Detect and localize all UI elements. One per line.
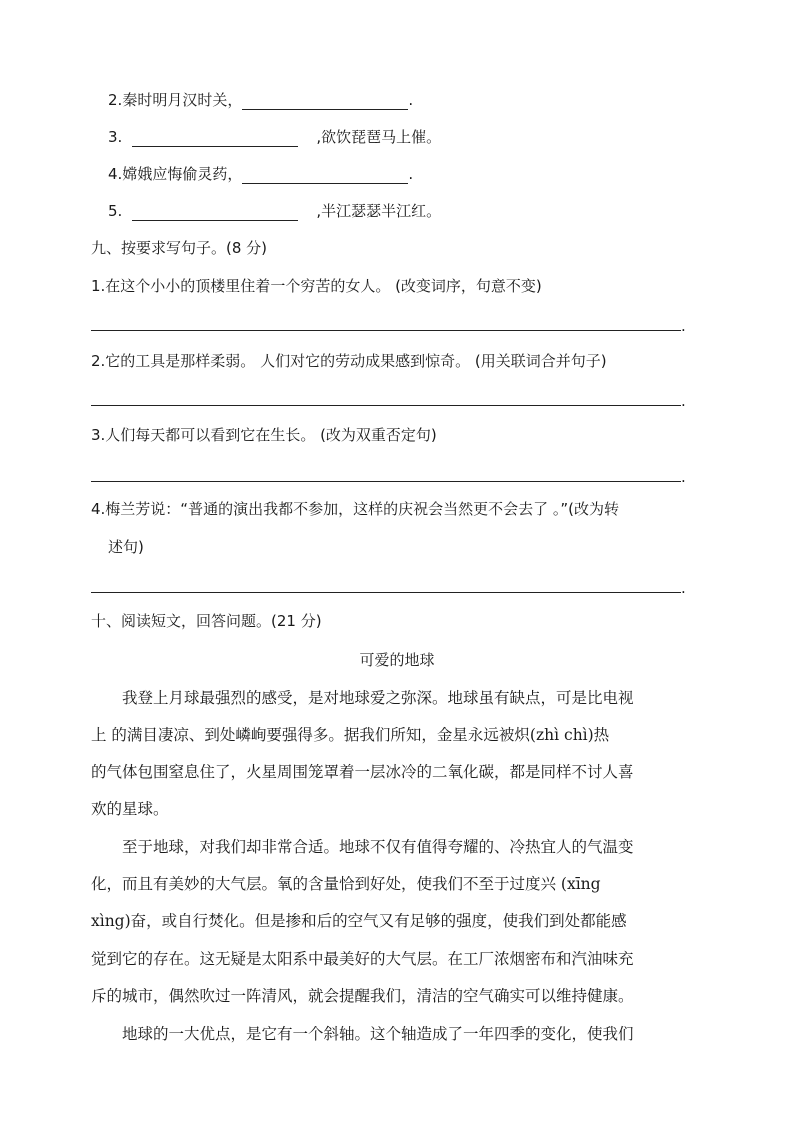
question-9-4-continued: 述句) <box>108 538 144 556</box>
question-9-2: 2.它的工具是那样柔弱。 人们对它的劳动成果感到惊奇。 (用关联词合并句子) <box>91 352 607 370</box>
passage-line: 觉到它的存在。这无疑是太阳系中最美好的大气层。在工厂浓烟密布和汽油味充 <box>91 950 634 968</box>
poem-text: ,欲饮琵琶马上催。 <box>316 128 442 146</box>
poem-text: 嫦娥应悔偷灵药， <box>122 165 243 183</box>
poem-text: . <box>408 165 414 183</box>
poem-number: 3. <box>108 128 123 146</box>
question-9-1: 1.在这个小小的顶楼里住着一个穷苦的女人。 (改变词序，句意不变) <box>91 277 542 295</box>
passage-line: 我登上月球最强烈的感受，是对地球爱之弥深。地球虽有缺点，可是比电视 <box>91 689 634 707</box>
poem-number: 5. <box>108 202 123 220</box>
poem-line-2 <box>108 90 413 110</box>
passage-line: xìng)奋，或自行焚化。但是掺和后的空气又有足够的强度，使我们到处都能感 <box>91 912 627 930</box>
answer-line-9-3[interactable] <box>91 481 681 482</box>
answer-blank[interactable] <box>242 93 408 110</box>
section-10-heading: 十、阅读短文，回答问题。(21 分) <box>91 612 322 630</box>
end-mark: . <box>681 317 686 335</box>
answer-line-9-1[interactable] <box>91 330 681 331</box>
poem-text: 秦时明月汉时关， <box>122 91 243 109</box>
passage-line: 至于地球，对我们却非常合适。地球不仅有值得夸耀的、冷热宜人的气温变 <box>91 838 634 856</box>
poem-text: . <box>408 91 414 109</box>
section-9-heading: 九、按要求写句子。(8 分) <box>91 239 268 257</box>
answer-line-9-4[interactable] <box>91 592 681 593</box>
passage-line: 上 的满目凄凉、到处嶙峋要强得多。据我们所知，金星永远被炽(zhì chì)热 <box>91 726 610 744</box>
poem-line-4 <box>108 164 413 184</box>
passage-title: 可爱的地球 <box>359 651 435 669</box>
end-mark: . <box>681 579 686 597</box>
poem-number: 2. <box>108 91 123 109</box>
passage-line: 斥的城市，偶然吹过一阵清风，就会提醒我们，清洁的空气确实可以维持健康。 <box>91 987 634 1005</box>
passage-line: 地球的一大优点，是它有一个斜轴。这个轴造成了一年四季的变化，使我们 <box>91 1025 634 1043</box>
answer-line-9-2[interactable] <box>91 405 681 406</box>
answer-blank[interactable] <box>242 167 408 184</box>
poem-number: 4. <box>108 165 123 183</box>
answer-blank[interactable] <box>132 204 298 221</box>
end-mark: . <box>681 392 686 410</box>
poem-text: ,半江瑟瑟半江红。 <box>316 202 442 220</box>
question-9-4: 4.梅兰芳说：“普通的演出我都不参加，这样的庆祝会当然更不会去了 。”(改为转 <box>91 500 619 518</box>
end-mark: . <box>681 468 686 486</box>
passage-line: 欢的星球。 <box>91 800 169 818</box>
poem-line-5 <box>108 201 441 221</box>
answer-blank[interactable] <box>132 130 298 147</box>
poem-line-3 <box>108 127 441 147</box>
passage-line: 化，而且有美妙的大气层。氧的含量恰到好处，使我们不至于过度兴 (xīng <box>91 875 601 893</box>
passage-line: 的气体包围窒息住了，火星周围笼罩着一层冰冷的二氧化碳，都是同样不讨人喜 <box>91 763 634 781</box>
question-9-3: 3.人们每天都可以看到它在生长。 (改为双重否定句) <box>91 426 437 444</box>
